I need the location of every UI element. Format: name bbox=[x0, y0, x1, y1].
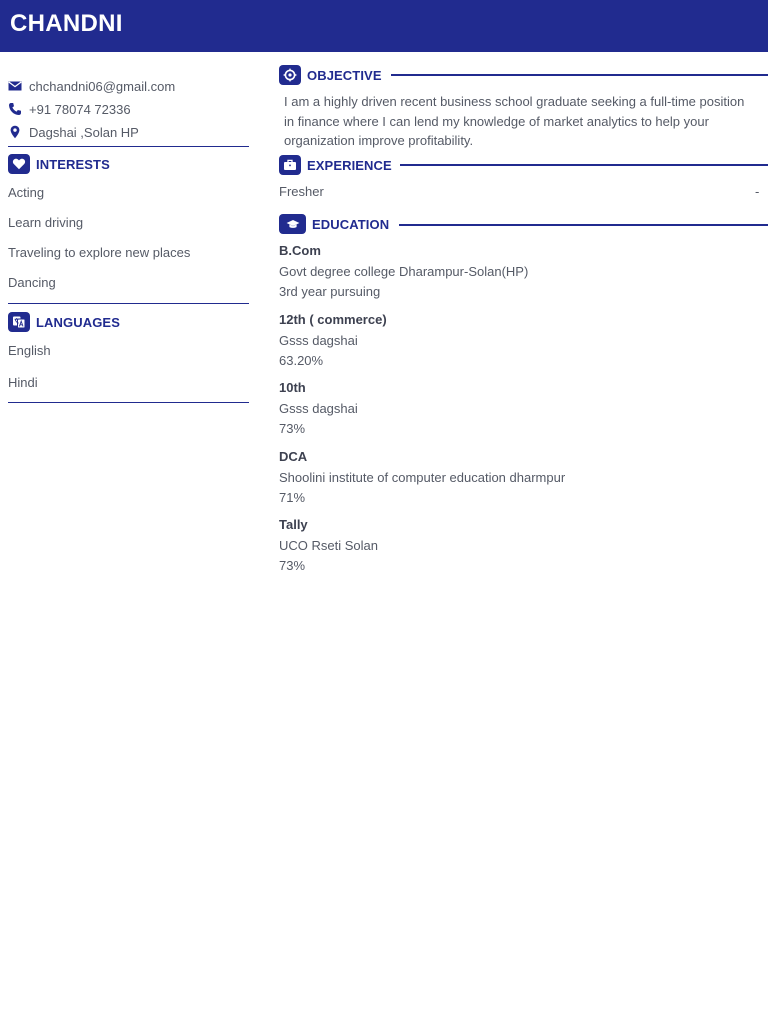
interests-heading bbox=[8, 154, 110, 174]
languages-title: LANGUAGES bbox=[36, 314, 120, 330]
education-institution: Shoolini institute of computer education dharmpur bbox=[279, 469, 566, 485]
objective-text: I am a highly driven recent business school graduate seeking a full-time position in finance where I can lend my knowledge of market analytics to help your organization improve profitability. bbox=[284, 94, 745, 148]
objective-heading bbox=[279, 65, 382, 85]
education-entry bbox=[279, 515, 378, 577]
education-score: 63.20% bbox=[279, 353, 324, 368]
education-score: 73% bbox=[279, 558, 306, 573]
contact-divider bbox=[8, 146, 249, 147]
education-title: EDUCATION bbox=[312, 216, 390, 232]
experience-title: EXPERIENCE bbox=[307, 157, 392, 173]
mail-icon bbox=[8, 79, 22, 93]
contact-email: chchandni06@gmail.com bbox=[29, 78, 176, 94]
education-score: 3rd year pursuing bbox=[279, 284, 381, 299]
phone-icon bbox=[8, 102, 22, 116]
education-score: 73% bbox=[279, 421, 306, 436]
interest-item: Learn driving bbox=[8, 215, 84, 230]
experience-role: Fresher bbox=[279, 184, 324, 199]
objective-rule bbox=[391, 74, 768, 76]
education-degree: Tally bbox=[279, 517, 308, 532]
education-heading bbox=[279, 214, 389, 234]
education-degree: 10th bbox=[279, 380, 306, 395]
education-institution: Gsss dagshai bbox=[279, 332, 358, 348]
contact-location-row bbox=[8, 123, 139, 141]
heart-icon bbox=[8, 154, 30, 174]
interest-item: Dancing bbox=[8, 275, 56, 290]
location-pin-icon bbox=[8, 125, 22, 139]
education-degree: DCA bbox=[279, 449, 308, 464]
experience-rule bbox=[400, 164, 768, 166]
education-institution: UCO Rseti Solan bbox=[279, 537, 378, 553]
contact-phone: +91 78074 72336 bbox=[29, 101, 131, 117]
interests-divider bbox=[8, 303, 249, 304]
education-entry bbox=[279, 378, 358, 440]
education-institution: Gsss dagshai bbox=[279, 400, 358, 416]
interests-title: INTERESTS bbox=[36, 156, 110, 172]
language-item: Hindi bbox=[8, 375, 38, 390]
contact-phone-row bbox=[8, 100, 131, 118]
language-icon bbox=[8, 312, 30, 332]
education-institution: Govt degree college Dharampur-Solan(HP) bbox=[279, 263, 529, 279]
contact-email-row bbox=[8, 77, 175, 95]
target-icon bbox=[279, 65, 301, 85]
briefcase-icon bbox=[279, 155, 301, 175]
education-rule bbox=[399, 224, 768, 226]
interest-item: Acting bbox=[8, 185, 45, 200]
education-entry bbox=[279, 241, 528, 303]
candidate-name: CHANDNI bbox=[10, 10, 123, 37]
interest-item: Traveling to explore new places bbox=[8, 245, 191, 260]
graduation-cap-icon bbox=[279, 214, 306, 234]
languages-divider bbox=[8, 402, 249, 403]
education-entry bbox=[279, 447, 565, 509]
resume-header bbox=[0, 0, 768, 52]
experience-period: - bbox=[755, 184, 760, 199]
education-degree: 12th ( commerce) bbox=[279, 312, 387, 327]
contact-location: Dagshai ,Solan HP bbox=[29, 124, 139, 140]
language-item: English bbox=[8, 343, 51, 358]
languages-heading bbox=[8, 312, 120, 332]
education-score: 71% bbox=[279, 490, 306, 505]
objective-title: OBJECTIVE bbox=[307, 67, 382, 83]
experience-heading bbox=[279, 155, 392, 175]
education-entry bbox=[279, 310, 387, 372]
education-degree: B.Com bbox=[279, 243, 321, 258]
